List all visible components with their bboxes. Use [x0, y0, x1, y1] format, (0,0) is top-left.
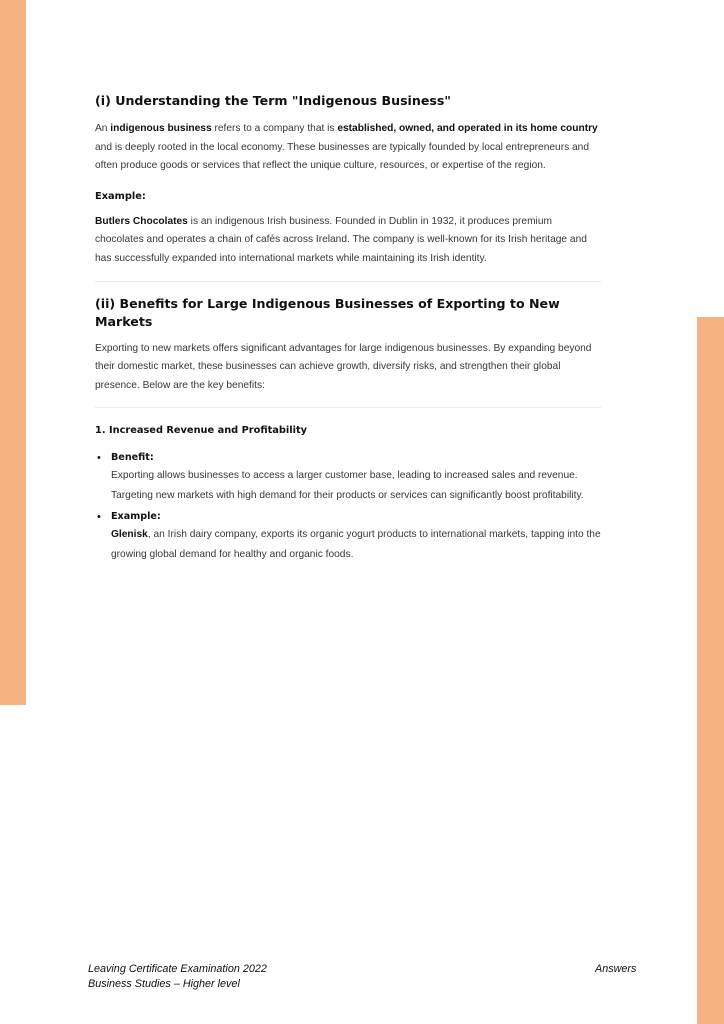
- section2-heading: (ii) Benefits for Large Indigenous Businesses of Exporting to New Markets: [95, 295, 560, 329]
- footer-exam-info: [88, 962, 267, 992]
- bullet-icon: •: [97, 511, 101, 524]
- footer-answers: Answers: [595, 963, 637, 975]
- example-label: Example:: [111, 511, 161, 523]
- example-text: Glenisk, an Irish dairy company, exports its organic yogurt products to international markets, tapping into the growing global demand for healthy and organic foods.: [111, 529, 601, 560]
- benefit-list: [95, 450, 601, 564]
- divider: [95, 281, 601, 282]
- right-accent-band: [697, 317, 724, 1024]
- benefit-label: Benefit:: [111, 452, 154, 464]
- list-item-benefit: [95, 450, 601, 505]
- list-item-example: [95, 509, 601, 564]
- section1-example-text: Butlers Chocolates is an indigenous Irish business. Founded in Dublin in 1932, it produces premium chocolates and operates a chain of cafés across Ireland. The company is well-known for its Irish heritage and has successfully expanded into international markets while maintaining its Irish identity.: [95, 215, 587, 264]
- bullet-icon: •: [97, 452, 101, 465]
- divider: [95, 407, 601, 408]
- section2-intro: Exporting to new markets offers significant advantages for large indigenous businesses. By expanding beyond their domestic market, these businesses can achieve growth, diversify risks, and strengthen their global presence. Below are the key benefits:: [95, 342, 592, 391]
- answer-content: [95, 92, 601, 568]
- footer-line1: Leaving Certificate Examination 2022: [88, 963, 267, 975]
- section2-subheading: 1. Increased Revenue and Profitability: [95, 425, 308, 437]
- footer-line2: Business Studies – Higher level: [88, 978, 240, 990]
- section1-heading: (i) Understanding the Term "Indigenous Business": [95, 93, 451, 108]
- benefit-text: Exporting allows businesses to access a larger customer base, leading to increased sales and revenue. Targeting new markets with high demand for their products or services can significantly boost profitability.: [111, 470, 584, 501]
- section1-intro: An indigenous business refers to a company that is established, owned, and operated in its home country and is deeply rooted in the local economy. These businesses are typically founded by local entrepreneurs and often produce goods or services that reflect the unique culture, resources, or expertise of the region.: [95, 123, 598, 172]
- section1-example-label: Example:: [95, 190, 146, 202]
- left-accent-band: [0, 0, 26, 705]
